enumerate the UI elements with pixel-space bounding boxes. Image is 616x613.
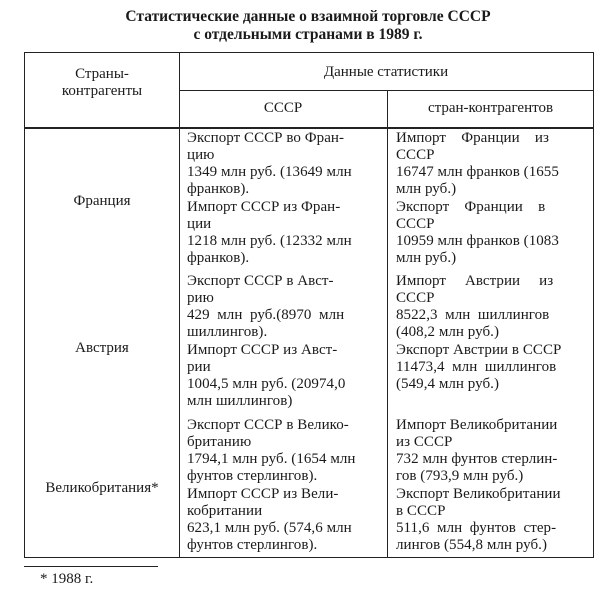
text-line: Импорт Франции из xyxy=(396,130,549,146)
text-line: франков). xyxy=(187,181,250,197)
footnote-rule xyxy=(24,566,158,567)
text-line: Импорт СССР из Фран- xyxy=(187,199,341,215)
text-line: франков). xyxy=(187,250,250,266)
text-line: цию xyxy=(187,147,215,163)
cell-austria-partner-import xyxy=(396,273,553,341)
header-data-group: Данные статистики xyxy=(323,64,449,80)
text-line: 1218 млн руб. (12332 млн xyxy=(187,233,352,249)
trade-table xyxy=(24,52,594,558)
text-line: млн шиллингов) xyxy=(187,393,293,409)
text-line: 429 млн руб.(8970 млн xyxy=(187,307,345,323)
country-austria: Австрия xyxy=(75,340,129,356)
text-line: 10959 млн франков (1083 xyxy=(396,233,559,249)
text-line: рию xyxy=(187,290,214,306)
text-line: Экспорт СССР в Авст- xyxy=(187,273,334,289)
text-line: 623,1 млн руб. (574,6 млн xyxy=(187,520,352,536)
header-countries-line-1: Страны- xyxy=(75,66,129,82)
text-line: 16747 млн франков (1655 xyxy=(396,164,559,180)
text-line: фунтов стерлингов). xyxy=(187,468,318,484)
cell-austria-ussr-import xyxy=(187,342,345,410)
divider-country-col xyxy=(179,53,180,557)
text-line: Экспорт Великобритании xyxy=(396,486,561,502)
text-line: млн руб.) xyxy=(396,250,457,266)
text-line: 8522,3 млн шиллингов xyxy=(396,307,550,323)
cell-france-ussr-import xyxy=(187,199,352,267)
table-title xyxy=(0,8,616,44)
header-countries xyxy=(25,66,179,100)
text-line: 511,6 млн фунтов стер- xyxy=(396,520,557,536)
text-line: в СССР xyxy=(396,503,446,519)
cell-gb-ussr-import xyxy=(187,486,352,554)
divider-data-cols xyxy=(387,91,388,557)
divider-header-group xyxy=(179,90,593,91)
text-line: (408,2 млн руб.) xyxy=(396,324,500,340)
text-line: Импорт СССР из Авст- xyxy=(187,342,338,358)
text-line: Экспорт Австрии в СССР xyxy=(396,342,562,358)
header-partner: стран-контрагентов xyxy=(427,100,554,116)
text-line: Экспорт СССР во Фран- xyxy=(187,130,345,146)
title-line-2: с отдельными странами в 1989 г. xyxy=(193,26,423,43)
text-line: СССР xyxy=(396,216,435,232)
text-line: Импорт Австрии из xyxy=(396,273,554,289)
cell-france-ussr-export xyxy=(187,130,352,198)
footnote: * 1988 г. xyxy=(40,571,94,587)
text-line: 1794,1 млн руб. (1654 млн xyxy=(187,451,356,467)
text-line: 1004,5 млн руб. (20974,0 xyxy=(187,376,346,392)
cell-gb-ussr-export xyxy=(187,417,356,485)
header-ussr: СССР xyxy=(263,100,303,116)
text-line: кобритании xyxy=(187,503,263,519)
text-line: млн руб.) xyxy=(396,181,457,197)
text-line: из СССР xyxy=(396,434,453,450)
cell-france-partner-export xyxy=(396,199,559,267)
text-line: британию xyxy=(187,434,252,450)
text-line: лингов (554,8 млн руб.) xyxy=(396,537,548,553)
text-line: 11473,4 млн шиллингов xyxy=(396,359,557,375)
text-line: 732 млн фунтов стерлин- xyxy=(396,451,558,467)
cell-austria-ussr-export xyxy=(187,273,344,341)
cell-france-partner-import xyxy=(396,130,559,198)
text-line: 1349 млн руб. (13649 млн xyxy=(187,164,352,180)
divider-header-body xyxy=(25,127,593,129)
text-line: Экспорт Франции в xyxy=(396,199,546,215)
text-line: ции xyxy=(187,216,212,232)
text-line: гов (793,9 млн руб.) xyxy=(396,468,524,484)
header-countries-line-2: контрагенты xyxy=(61,83,143,99)
country-great-britain: Великобритания* xyxy=(45,480,159,496)
text-line: (549,4 млн руб.) xyxy=(396,376,500,392)
country-france: Франция xyxy=(73,193,131,209)
text-line: Импорт Великобритании xyxy=(396,417,558,433)
cell-gb-partner-export xyxy=(396,486,561,554)
text-line: рии xyxy=(187,359,211,375)
text-line: Импорт СССР из Вели- xyxy=(187,486,339,502)
cell-austria-partner-export xyxy=(396,342,561,393)
text-line: Экспорт СССР в Велико- xyxy=(187,417,349,433)
text-line: СССР xyxy=(396,290,435,306)
text-line: шиллингов). xyxy=(187,324,268,340)
title-line-1: Статистические данные о взаимной торговле СССР xyxy=(125,8,491,25)
text-line: СССР xyxy=(396,147,435,163)
cell-gb-partner-import xyxy=(396,417,557,485)
text-line: фунтов стерлингов). xyxy=(187,537,318,553)
